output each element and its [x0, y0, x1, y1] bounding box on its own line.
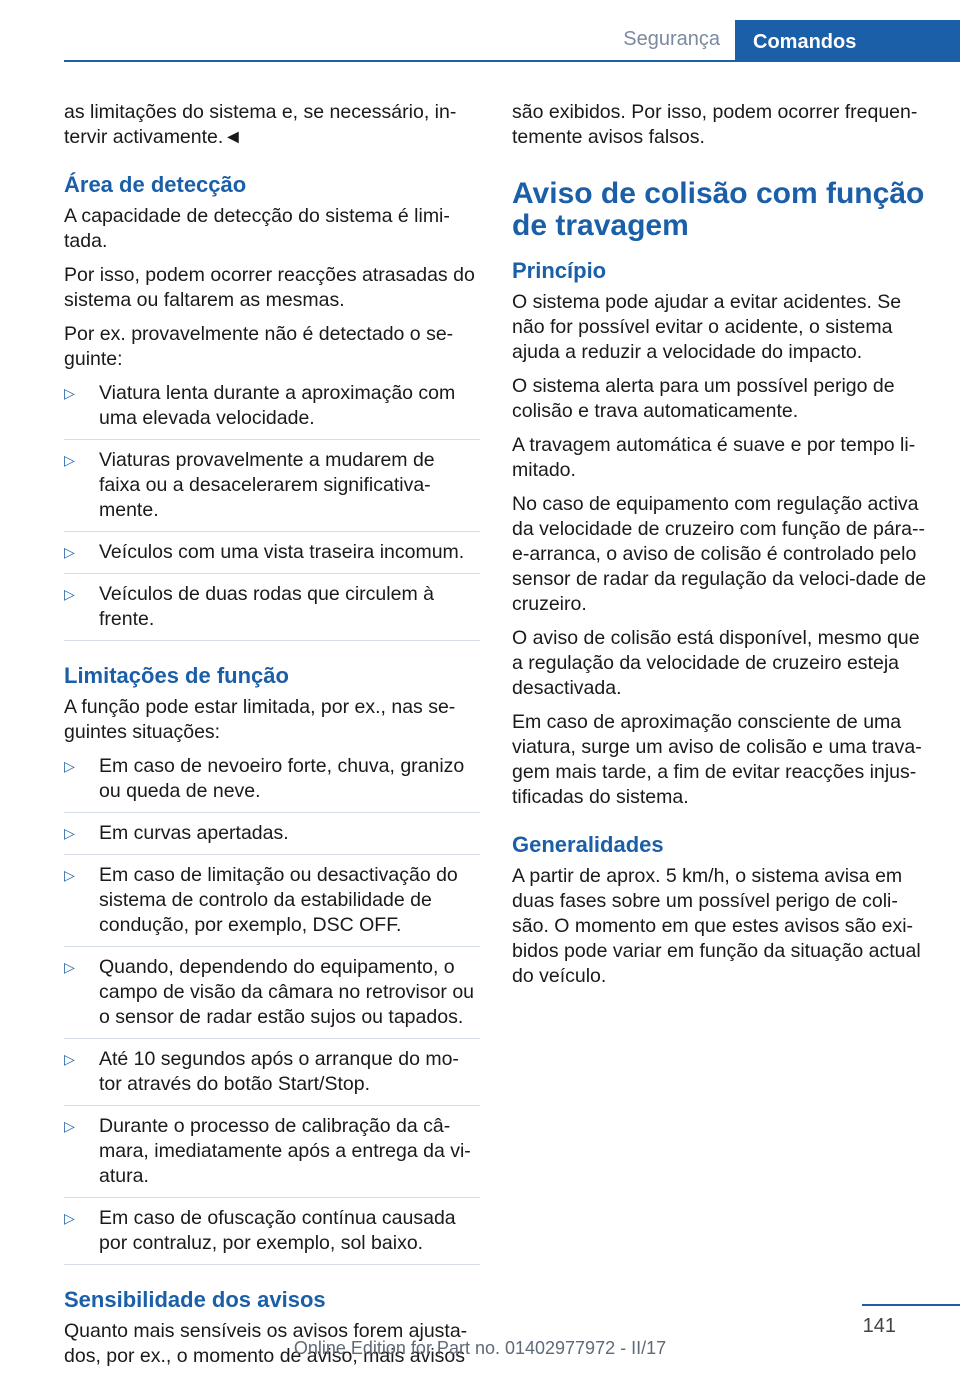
triangle-bullet-icon: ▷ [64, 544, 75, 560]
page-number: 141 [862, 1315, 896, 1337]
left-column [64, 100, 480, 1378]
triangle-bullet-icon: ▷ [64, 586, 75, 602]
paragraph: O sistema alerta para um possível perigo de colisão e trava automaticamente. [512, 375, 895, 422]
paragraph: O aviso de colisão está disponível, mesmo que a regulação da velocidade de cruzeiro esteja desactivada. [512, 627, 920, 699]
triangle-bullet-icon: ▷ [64, 867, 75, 883]
chapter-tab: Comandos [735, 20, 960, 62]
triangle-bullet-icon: ▷ [64, 959, 75, 975]
heading-generalidades: Generalidades [512, 832, 664, 857]
triangle-bullet-icon: ▷ [64, 1118, 75, 1134]
list-area [64, 381, 480, 641]
list-limits [64, 754, 480, 1265]
heading-area-deteccao: Área de detecção [64, 172, 247, 197]
edition-note: Online Edition for Part no. 01402977972 - II/17 [293, 1338, 667, 1358]
triangle-bullet-icon: ▷ [64, 385, 75, 401]
main-title: Aviso de colisão com função de travagem [512, 177, 925, 242]
triangle-bullet-icon: ▷ [64, 452, 75, 468]
paragraph: A partir de aprox. 5 km/h, o sistema avisa em duas fases sobre um possível perigo de coli-são. O momento em que estes avisos são exi-bidos pode variar em função da situação actual do veículo. [512, 865, 921, 987]
paragraph: Por ex. provavelmente não é detectado o se-guinte: [64, 323, 454, 370]
page-header [0, 0, 960, 64]
list-item: ▷ Viatura lenta durante a aproximação com uma elevada velocidade. [64, 381, 480, 440]
list-item: ▷ Em caso de ofuscação contínua causada por contraluz, por exemplo, sol baixo. [64, 1206, 480, 1265]
triangle-bullet-icon: ▷ [64, 1051, 75, 1067]
list-item: ▷ Viaturas provavelmente a mudarem de faixa ou a desacelerarem significativa-mente. [64, 448, 480, 532]
list-item: ▷ Durante o processo de calibração da câ-mara, imediatamente após a entrega da vi-atura. [64, 1114, 480, 1198]
heading-limitacoes: Limitações de função [64, 663, 289, 688]
triangle-bullet-icon: ▷ [64, 1210, 75, 1226]
paragraph: são exibidos. Por isso, podem ocorrer frequen-temente avisos falsos. [512, 101, 918, 148]
paragraph: A travagem automática é suave e por tempo li-mitado. [512, 434, 916, 481]
triangle-bullet-icon: ▷ [64, 825, 75, 841]
paragraph: Em caso de aproximação consciente de uma viatura, surge um aviso de colisão e uma trava-gem mais tarde, a fim de evitar reacções injus-tificadas do sistema. [512, 711, 922, 808]
heading-principio: Princípio [512, 258, 607, 283]
paragraph: O sistema pode ajudar a evitar acidentes. Se não for possível evitar o acidente, o sistema ajuda a reduzir a velocidade do impacto. [512, 291, 902, 363]
paragraph: A capacidade de detecção do sistema é limi-tada. [64, 205, 450, 252]
intro-paragraph: as limitações do sistema e, se necessário, in-tervir activamente.◄ [64, 101, 457, 148]
list-item: ▷ Veículos de duas rodas que circulem à frente. [64, 582, 480, 641]
list-item: ▷ Quando, dependendo do equipamento, o campo de visão da câmara no retrovisor ou o sensor de radar estão sujos ou tapados. [64, 955, 480, 1039]
triangle-bullet-icon: ▷ [64, 758, 75, 774]
list-item: ▷ Em caso de nevoeiro forte, chuva, granizo ou queda de neve. [64, 754, 480, 813]
heading-sensibilidade: Sensibilidade dos avisos [64, 1287, 326, 1312]
paragraph: Quanto mais sensíveis os avisos forem ajusta-dos, por ex., o momento de aviso, mais avisos [64, 1320, 468, 1367]
breadcrumb-section: Segurança [623, 28, 720, 50]
list-item: ▷ Até 10 segundos após o arranque do mo-tor através do botão Start/Stop. [64, 1047, 480, 1106]
list-item: ▷ Em caso de limitação ou desactivação do sistema de controlo da estabilidade de condução, por exemplo, DSC OFF. [64, 863, 480, 947]
right-column [512, 100, 928, 998]
list-item: ▷ Veículos com uma vista traseira incomum. [64, 540, 480, 574]
paragraph: No caso de equipamento com regulação activa da velocidade de cruzeiro com função de pára--e-arranca, o aviso de colisão é controlado pelo sensor de radar da regulação da veloci-dade de cruzeiro. [512, 493, 927, 615]
footer-rule [862, 1304, 960, 1306]
header-rule [64, 60, 960, 62]
paragraph: A função pode estar limitada, por ex., nas se-guintes situações: [64, 696, 456, 743]
list-item: ▷ Em curvas apertadas. [64, 821, 480, 855]
paragraph: Por isso, podem ocorrer reacções atrasadas do sistema ou faltarem as mesmas. [64, 264, 475, 311]
